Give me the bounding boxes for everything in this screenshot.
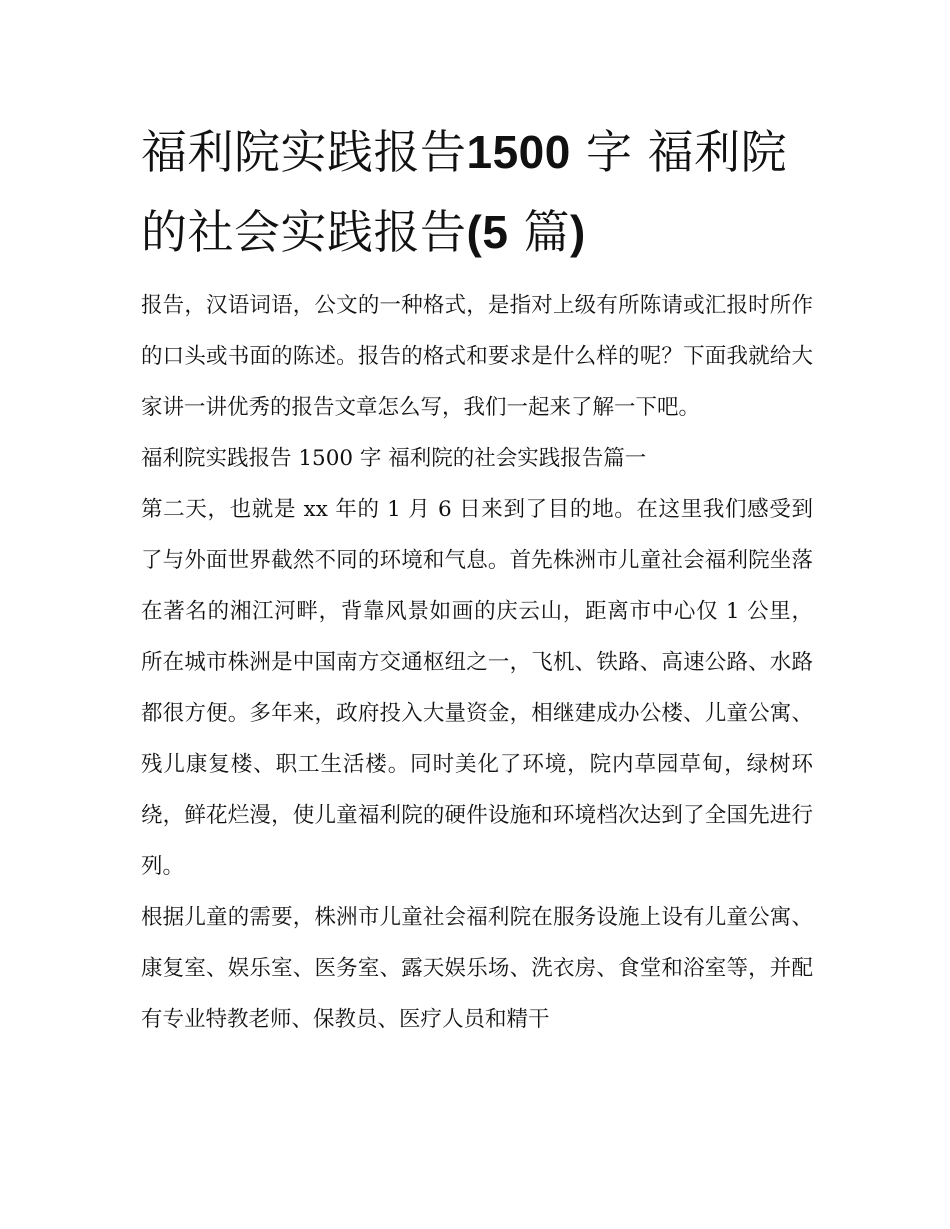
title-text-1: 福利院实践报告 [141,125,467,179]
title-number-1: 1500 [466,126,571,178]
title-number-2: (5 [466,206,509,258]
body-paragraph-2: 根据儿童的需要，株洲市儿童社会福利院在服务设施上设有儿童公寓、康复室、娱乐室、医务室、露天娱乐场、洗衣房、食堂和浴室等，并配有专业特教老师、保教员、医疗人员和精干 [141,905,813,1032]
title-number-3: ) [570,206,586,258]
document-title [141,112,813,272]
document-page [141,112,813,1045]
intro-paragraph: 报告，汉语词语，公文的一种格式，是指对上级有所陈请或汇报时所作的口头或书面的陈述。报告的格式和要求是什么样的呢？下面我就给大家讲一讲优秀的报告文章怎么写，我们一起来了解一下吧。 [141,293,813,420]
title-text-2: 字 福利院的社会实践报告 [141,125,788,259]
body-paragraph-1: 第二天，也就是 xx 年的 1 月 6 日来到了目的地。在这里我们感受到了与外面世界截然不同的环境和气息。首先株洲市儿童社会福利院坐落在著名的湘江河畔，背靠风景如画的庆云山，距离市中心仅 1 公里，所在城市株洲是中国南方交通枢纽之一，飞机、铁路、高速公路、水路都很方便。多年来，政府投入大量资金，相继建成办公楼、儿童公寓、残儿康复楼、职工生活楼。同时美化了环境，院内草园草甸，绿树环绕，鲜花烂漫，使儿童福利院的硬件设施和环境档次达到了全国先进行列。 [141,497,813,879]
section-heading: 福利院实践报告 1500 字 福利院的社会实践报告篇一 [141,446,647,471]
title-text-3: 篇 [508,205,571,259]
